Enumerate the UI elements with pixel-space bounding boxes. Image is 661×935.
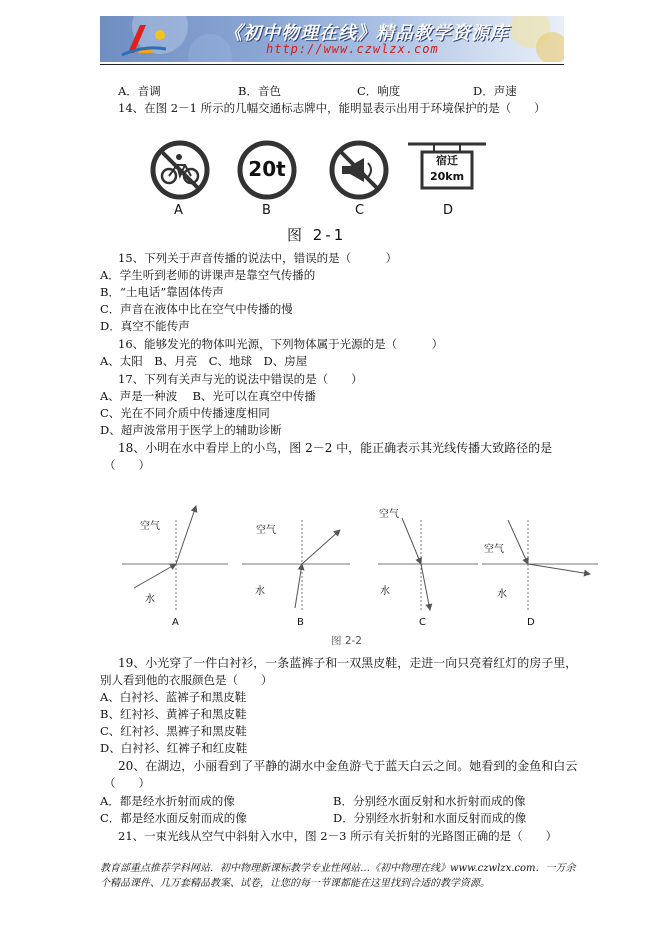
diagram-label-b: B [297, 617, 304, 628]
figure-2-2-diagrams [110, 500, 610, 630]
q19-stem-line1: 19、小光穿了一件白衬衫，一条蓝裤子和一双黑皮鞋，走进一向只亮着红灯的房子里， [118, 656, 578, 670]
distance-sign-km: 20km [429, 170, 465, 183]
q15-option-c: C．声音在液体中比在空气中传播的慢 [100, 302, 293, 316]
distance-sign-place: 宿迁 [436, 154, 458, 167]
sign-label-c: C [355, 203, 365, 218]
q20-option-c: C．都是经水面反射而成的像 [100, 811, 247, 825]
diagram-label-c: C [419, 617, 426, 628]
q16-stem: 16、能够发光的物体叫光源，下列物体属于光源的是（ ） [118, 337, 444, 351]
q20-option-a: A．都是经水折射而成的像 [100, 794, 235, 808]
q13-option-d: D．声速 [473, 84, 517, 98]
diagram-c-air-label: 空气 [379, 509, 399, 520]
diagram-a-water-label: 水 [145, 594, 155, 605]
q18-stem-line2: （ ） [104, 458, 150, 472]
q15-option-b: B．“土电话”靠固体传声 [100, 285, 224, 299]
q17-option-d: D、超声波常用于医学上的辅助诊断 [100, 423, 282, 437]
q19-option-c: C、红衬衫、黑裤子和黑皮鞋 [100, 724, 247, 738]
weight-limit-text: 20t [248, 157, 286, 181]
diagram-label-d: D [527, 617, 535, 628]
diagram-c-water-label: 水 [380, 586, 390, 597]
q13-option-c: C．响度 [357, 84, 401, 98]
diagram-a-air-label: 空气 [140, 521, 160, 532]
header-banner [100, 16, 564, 62]
q13-option-b: B．音色 [238, 84, 281, 98]
diagram-d-water-label: 水 [497, 589, 507, 600]
q19-option-b: B、红衬衫、黄裤子和黑皮鞋 [100, 707, 247, 721]
q19-option-a: A、白衬衫、蓝裤子和黑皮鞋 [100, 690, 247, 704]
q19-option-d: D、白衬衫、红裤子和红皮鞋 [100, 741, 248, 755]
q20-option-d: D．分别经水折射和水面反射而成的像 [333, 811, 527, 825]
q20-stem-line1: 20、在湖边，小丽看到了平静的湖水中金鱼游弋于蓝天白云之间。她看到的金鱼和白云 [118, 759, 578, 773]
footer-line-1: 教育部重点推荐学科网站．初中物理新课标教学专业性网站…《初中物理在线》www.czwlzx.com．一万余 [100, 863, 576, 874]
q15-option-a: A．学生听到老师的讲课声是靠空气传播的 [100, 268, 316, 282]
banner-url: http://www.czwlzx.com [266, 42, 439, 56]
sign-label-b: B [262, 203, 271, 218]
figure-2-1-caption: 图 2-1 [287, 226, 347, 244]
q15-option-d: D．真空不能传声 [100, 319, 190, 333]
no-horn-sign-icon [328, 139, 390, 201]
diagram-b-air-label: 空气 [256, 525, 276, 536]
q14-stem: 14、在图 2－1 所示的几幅交通标志牌中，能明显表示出用于环境保护的是（ ） [118, 101, 546, 115]
q17-option-ab: A、声是一种波 B、光可以在真空中传播 [100, 389, 316, 403]
q19-stem-line2: 别人看到他的衣服颜色是（ ） [100, 673, 273, 687]
footer-line-2: 个精品课件、几万套精品教案、试卷，让您的每一节课都能在这里找到合适的教学资源。 [100, 878, 490, 889]
banner-title: 《初中物理在线》精品教学资源库 [224, 23, 509, 44]
q20-option-b: B．分别经水面反射和水折射而成的像 [333, 794, 526, 808]
sign-label-d: D [443, 203, 454, 218]
diagram-d-air-label: 空气 [484, 544, 504, 555]
q21-stem: 21、一束光线从空气中斜射入水中，图 2－3 所示有关折射的光路图正确的是（ ） [118, 829, 558, 843]
site-logo-icon [114, 19, 174, 59]
diagram-b-water-label: 水 [255, 586, 265, 597]
no-bicycle-sign-icon [149, 139, 211, 201]
sign-label-a: A [174, 203, 183, 218]
q18-stem-line1: 18、小明在水中看岸上的小鸟，图 2－2 中，能正确表示其光线传播大致路径的是 [118, 441, 553, 455]
diagram-label-a: A [172, 617, 179, 628]
q17-option-c: C、光在不同介质中传播速度相同 [100, 406, 270, 420]
header-rule [100, 64, 564, 65]
q13-option-a: A．音调 [118, 84, 161, 98]
q17-stem: 17、下列有关声与光的说法中错误的是（ ） [118, 372, 363, 386]
q20-stem-line2: （ ） [104, 776, 150, 790]
q15-stem: 15、下列关于声音传播的说法中，错误的是（ ） [118, 251, 398, 265]
figure-2-2-caption: 图 2-2 [331, 635, 362, 647]
q16-options: A、太阳 B、月亮 C、地球 D、房屋 [100, 354, 308, 368]
